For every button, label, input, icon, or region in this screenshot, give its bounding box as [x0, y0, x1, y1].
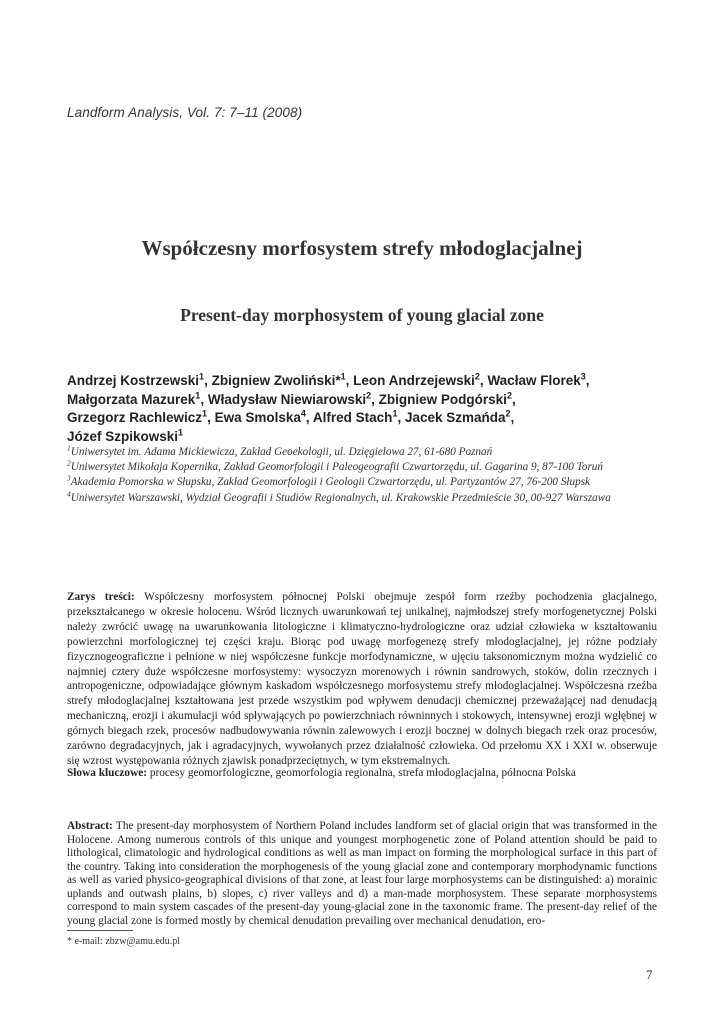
keywords	[67, 766, 657, 781]
article-title-polish: Współczesny morfosystem strefy młodoglacjalnej	[141, 236, 583, 260]
keywords-text: procesy geomorfologiczne, geomorfologia regionalna, strefa młodoglacjalna, północna Polska	[149, 767, 576, 779]
author-1: Andrzej Kostrzewski$^1$,	[67, 371, 212, 388]
affiliation-1: $^1$Uniwersytet im. Adama Mickiewicza, Zakład Geoekologii, ul. Dzięgielowa 27, 61-680 Poznań	[67, 443, 493, 458]
author-4: Wacław Florek$^3$,	[487, 371, 590, 388]
abstract-english-label: Abstract:	[67, 820, 113, 832]
affiliation-3: $^3$Akademia Pomorska w Słupsku, Zakład Geomorfologii i Geologii Czwartorzędu, ul. Partyzantów 27, 76-200 Słupsk	[67, 473, 591, 489]
author-9: Ewa Smolska$^4$,	[214, 408, 313, 425]
author-list	[67, 372, 667, 446]
author-11: Jacek Szmańda$^2$,	[404, 408, 515, 425]
page-number: 7	[646, 967, 653, 982]
footnote-divider	[67, 930, 133, 931]
abstract-polish-label: Zarys treści:	[67, 591, 135, 603]
abstract-english	[67, 820, 657, 928]
author-6: Władysław Niewiarowski$^2$,	[207, 390, 379, 407]
affiliation-list	[67, 445, 667, 506]
author-7: Zbigniew Podgórski$^2$,	[378, 390, 516, 407]
abstract-english-text: The present-day morphosystem of Northern Poland includes landform set of glacial origin that was transformed in the Holocene. Among numerous controls of this unique and youngest morphogenetic zone of Poland attention should be paid to lithological, climatologic and hydrological conditions as well as man impact on forming the morphological surface in this part of the country. Taking into consideration the morphogenesis of the young glacial zone and contemporary morphodynamic functions as well as varied physico-geographical divisions of that zone, at least four large morphosystems can be distinguished: a) morainic uplands and outwash plains, b) slopes, c) river valleys and d) a man-made morphosystem. These separate morphosystems correspond to main system cascades of the present-day young-glacial zone in the taxonomic frame. The present-day relief of the young glacial zone is formed mostly by chemical denudation prevailing over mechanical denudation, ero-	[67, 820, 657, 927]
article-title-english: Present-day morphosystem of young glacial zone	[180, 305, 544, 325]
author-10: Alfred Stach$^1$,	[312, 408, 405, 425]
author-12: Józef Szpikowski$^1$	[67, 427, 184, 444]
affiliation-4: $^4$Uniwersytet Warszawski, Wydział Geografii i Studiów Regionalnych, ul. Krakowskie Przedmieście 30, 00-927 Warszawa	[67, 488, 611, 504]
author-2: Zbigniew Zwoliński*$^1$,	[211, 371, 354, 388]
footnote-email: * e-mail: zbzw@amu.edu.pl	[67, 936, 181, 947]
keywords-label: Słowa kluczowe:	[67, 767, 148, 779]
author-5: Małgorzata Mazurek$^1$,	[67, 390, 208, 407]
journal-citation: Landform Analysis, Vol. 7: 7–11 (2008)	[67, 105, 303, 120]
abstract-polish-text: Współczesny morfosystem północnej Polski obejmuje zespół form rzeźby pochodzenia glacjalnego, przekształcanego w okresie holocenu. Wśród licznych uwarunkowań tej unikalnej, najmłodszej strefy morfogenetycznej Polski należy zwrócić uwagę na uwarunkowania litologiczne i klimatyczno-hydrologiczne oraz udział człowieka w kształtowaniu powierzchni morfologicznej tej części kraju. Biorąc pod uwagę morfogenezę strefy młodoglacjalnej, jej różne podziały fizycznogeograficzne i pełnione w niej współczesne funkcje morfodynamiczne, w ujęciu taksonomicznym można wydzielić co najmniej cztery duże współczesne morfosystemy: wysoczyzn morenowych i równin sandrowych, stoków, dolin rzecznych i antropogeniczne, odpowiadające głównym kaskadom współczesnego morfosystemu strefy młodoglacjalnej. Współczesna rzeźba strefy młodoglacjalnej kształtowana jest przede wszystkim pod wpływem denudacji chemicznej przeważającej nad denudacją mechaniczną, erozji i akumulacji wód spływających po powierzchniach równinnych i stokowych, intensywnej erozji wgłębnej w górnych biegach rzek, procesów nadbudowywania równin zalewowych i erozji bocznej w dolnych biegach rzek oraz procesów, zarówno degradacyjnych, jak i agradacyjnych, wywołanych przez działalność człowieka. Od przełomu XX i XXI w. obserwuje się wzrost występowania różnych zjawisk ponadprzeciętnych, w tym ekstremalnych.	[67, 591, 658, 767]
abstract-polish	[67, 590, 657, 769]
affiliation-2: $^2$Uniwersytet Mikołaja Kopernika, Zakład Geomorfologii i Paleogeografii Czwartorzędu, ul. Gagarina 9, 87-100 Toruń	[67, 458, 603, 474]
author-3: Leon Andrzejewski$^2$,	[353, 371, 488, 388]
author-8: Grzegorz Rachlewicz$^1$,	[67, 408, 215, 425]
